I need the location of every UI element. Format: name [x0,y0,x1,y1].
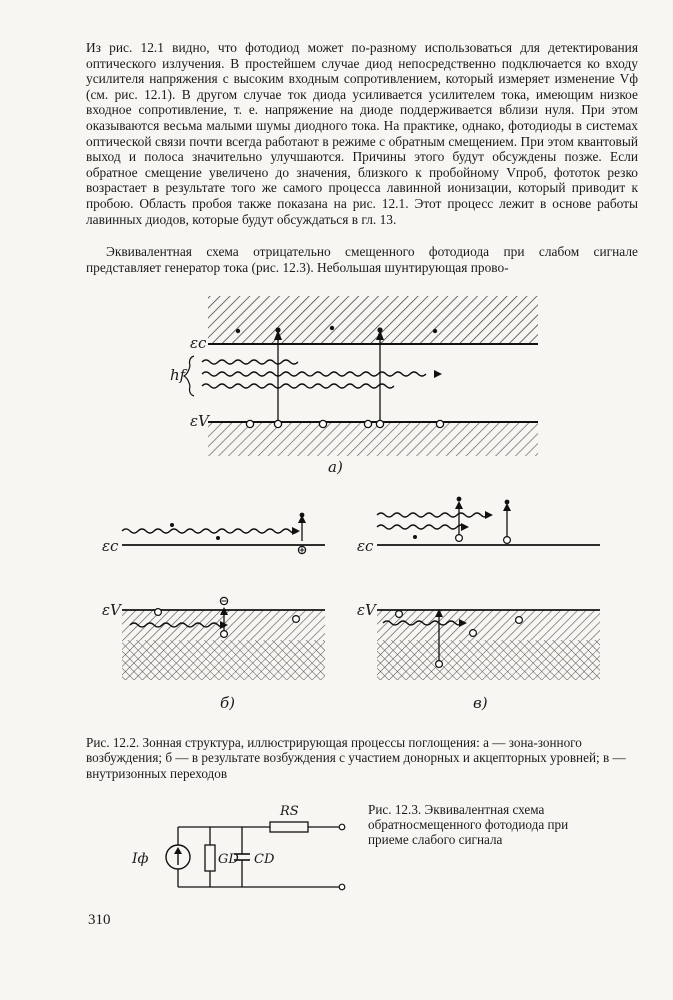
hole-icon [376,420,383,427]
hole-icon [293,616,300,623]
figure-12-2-caption: Рис. 12.2. Зонная структура, иллюстрирующая процессы поглощения: а — зона-зонного возбуждения; б — в результате возбуждения с участием донорных и акцепторных уровней; в — внутризонных переходов [86,735,626,781]
label-ec: εc [357,537,374,555]
valence-band-region [208,422,538,456]
band-diagram-a [170,296,540,486]
photon-wave [122,529,298,533]
panel-caption-c: в) [473,694,488,712]
label-ec: εc [102,537,119,555]
label-ec: εc [190,334,207,352]
hole-icon [364,420,371,427]
hole-icon [516,617,523,624]
hole-icon [436,661,443,668]
electron-icon [413,535,417,539]
hole-icon [155,609,162,616]
label-ev: εV [357,601,376,619]
label-ev: εV [102,601,121,619]
label-rs: RS [280,804,299,819]
electron-icon [505,500,510,505]
hole-icon [456,535,463,542]
photon-wave-2 [202,372,426,376]
conductance-gd [205,845,215,871]
hole-icon [221,631,228,638]
hole-icon [396,611,403,618]
band-diagram-b [100,493,330,723]
electron-icon [170,523,174,527]
electron-icon [377,327,382,332]
panel-caption-a: а) [328,458,343,476]
electron-icon [457,497,462,502]
electron-icon [275,327,280,332]
photon-wave [377,525,465,529]
panel-caption-b: б) [220,694,236,712]
hole-icon [504,537,511,544]
figure-12-3-caption: Рис. 12.3. Эквивалентная схема обратносмещенного фотодиода при приеме слабого сигнала [368,802,569,848]
electron-icon [330,326,334,330]
paragraph-2: Эквивалентная схема отрицательно смещенного фотодиода при слабом сигнале представляет генератор тока (рис. 12.3). Небольшая шунтирующая прово- [86,244,638,275]
equivalent-circuit [130,795,360,905]
band-diagram-c [355,493,605,723]
electron-icon [236,329,240,333]
valence-band-dense-region [122,640,325,680]
hole-icon [319,420,326,427]
label-cd: CD [254,852,275,867]
conduction-band-region [208,296,538,344]
photon-wave-3 [202,384,394,388]
electron-icon [300,513,305,518]
label-hf: hf [170,366,186,384]
hole-icon [246,420,253,427]
photon-wave-1 [202,360,298,364]
resistor-rs [270,822,308,832]
electron-icon [216,536,220,540]
hole-icon [274,420,281,427]
terminal-icon [339,824,345,830]
arrow-head-icon [434,370,442,378]
photon-wave [377,513,489,517]
label-if: Iф [132,851,149,867]
brace-icon [184,356,194,396]
electron-icon [433,329,437,333]
paragraph-1: Из рис. 12.1 видно, что фотодиод может по-разному использоваться для детектирования оптического излучения. В простейшем случае диод непосредственно подключается ко входу усилителя напряжения с высоким входным сопротивлением, который измеряет изменение Vф (см. рис. 12.1). В другом случае ток диода усиливается усилителем тока, имеющим низкое входное сопротивление, т. е. напряжение на диоде поддерживается вблизи нуля. При этом оказываются весьма малыми шумы диодного тока. На практике, однако, фотодиоды в системах оптической связи почти всегда работают в режиме с обратным смещением. При этом квантовый выход и полоса значительно улучшаются. Причины этого будут обсуждены позже. Если обратное смещение увеличено до значения, близкого к пробойному Vпроб, фототок резко возрастает в результате того же самого процесса лавинной ионизации, который приводит к пробою. Область пробоя также показана на рис. 12.1. Этот процесс лежит в основе работы лавинных диодов, которые будут обсуждаться в гл. 13. [86,40,638,227]
terminal-icon [339,884,345,890]
hole-icon [436,420,443,427]
hole-icon [470,630,477,637]
label-ev: εV [190,412,209,430]
page-number: 310 [88,912,111,928]
valence-band-dense-region [377,640,600,680]
label-gd: GD [218,852,239,867]
